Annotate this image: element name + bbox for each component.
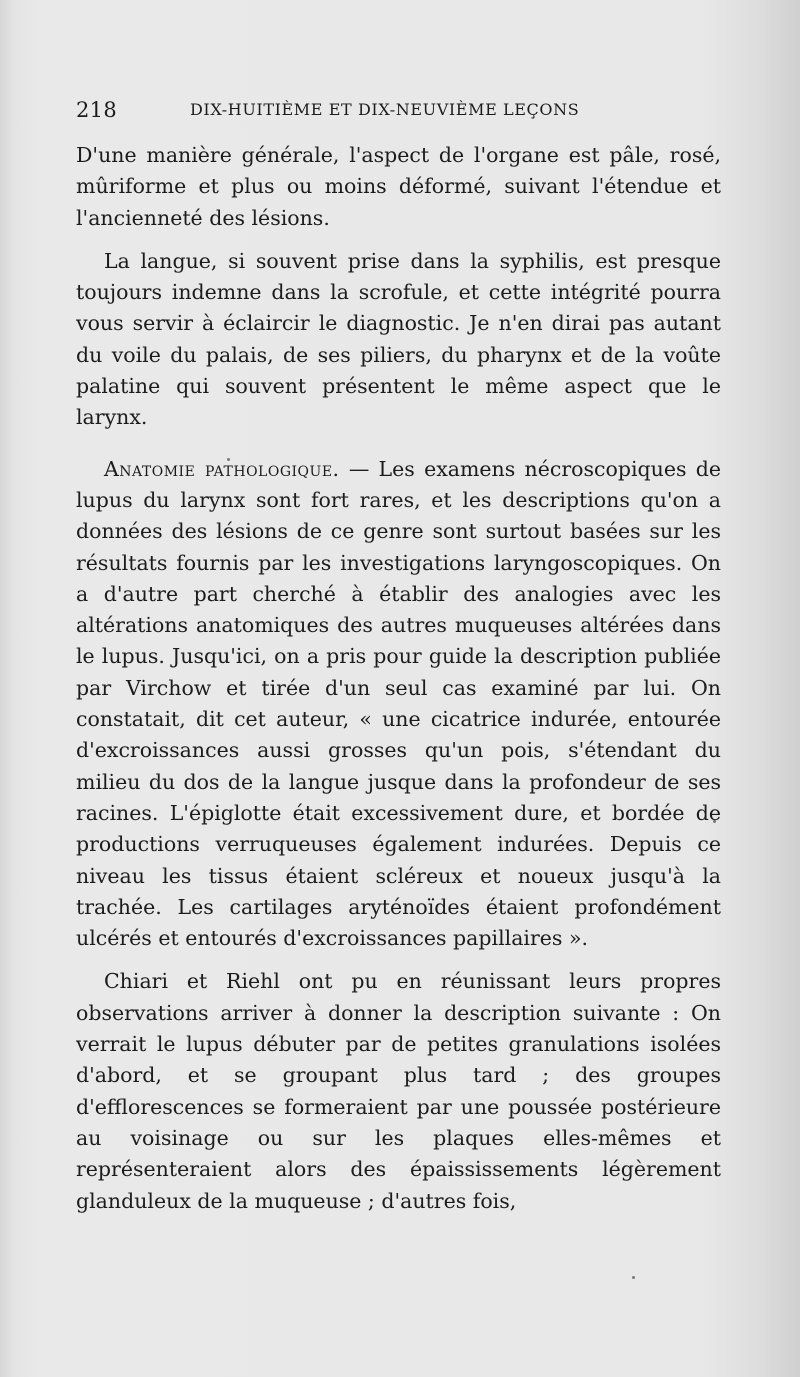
paragraph-anatomie — [76, 454, 721, 955]
running-title: DIX-HUITIÈME ET DIX-NEUVIÈME LEÇONS — [190, 100, 580, 119]
running-header — [76, 92, 721, 126]
body-text — [76, 140, 721, 1217]
paragraph-1: D'une manière générale, l'aspect de l'organe est pâle, rosé, mûriforme et plus ou moins déformé, suivant l'étendue et l'ancienneté des lésions. — [76, 143, 721, 230]
book-page — [76, 92, 721, 1217]
page-number: 218 — [76, 98, 117, 122]
paragraph-2: La langue, si souvent prise dans la syphilis, est presque toujours indemne dans la scrofule, et cette intégrité pourra vous servir à éclaircir le diagnostic. Je n'en dirai pas autant du voile du palais, de ses piliers, du pharynx et de la voûte palatine qui souvent présentent le même aspect que le larynx. — [76, 248, 721, 430]
paragraph-final: Chiari et Riehl ont pu en réunissant leurs propres observations arriver à donner la description suivante : On verrait le lupus débuter par de petites granulations isolées d'abord, et se groupant plus tard ; des groupes d'efflorescences se formeraient par une poussée postérieure au voisinage ou sur les plaques elles-mêmes et représenteraient alors des épaississements légèrement glanduleux de la muqueuse ; d'autres fois, — [76, 969, 721, 1213]
section-heading: Anatomie pathologique. — [104, 456, 340, 481]
section-text: — Les examens nécroscopiques de lupus du larynx sont fort rares, et les descriptions qu'on a données des lésions de ce genre sont surtout basées sur les résultats fournis par les investigations laryngoscopiques. On a d'autre part cherché à établir des analogies avec les altérations anatomiques des autres muqueuses altérées dans le lupus. Jusqu'ici, on a pris pour guide la description publiée par Virchow et tirée d'un seul cas examiné par lui. On constatait, dit cet auteur, « une cicatrice indurée, entourée d'excroissances aussi grosses qu'un pois, s'étendant du milieu du dos de la langue jusque dans la profondeur de ses racines. L'épiglotte était excessivement dure, et bordée de productions verruqueuses également indurées. Depuis ce niveau les tissus étaient scléreux et noueux jusqu'à la trachée. Les cartilages aryténoïdes étaient profondément ulcérés et entourés d'excroissances papillaires ». — [76, 456, 721, 951]
